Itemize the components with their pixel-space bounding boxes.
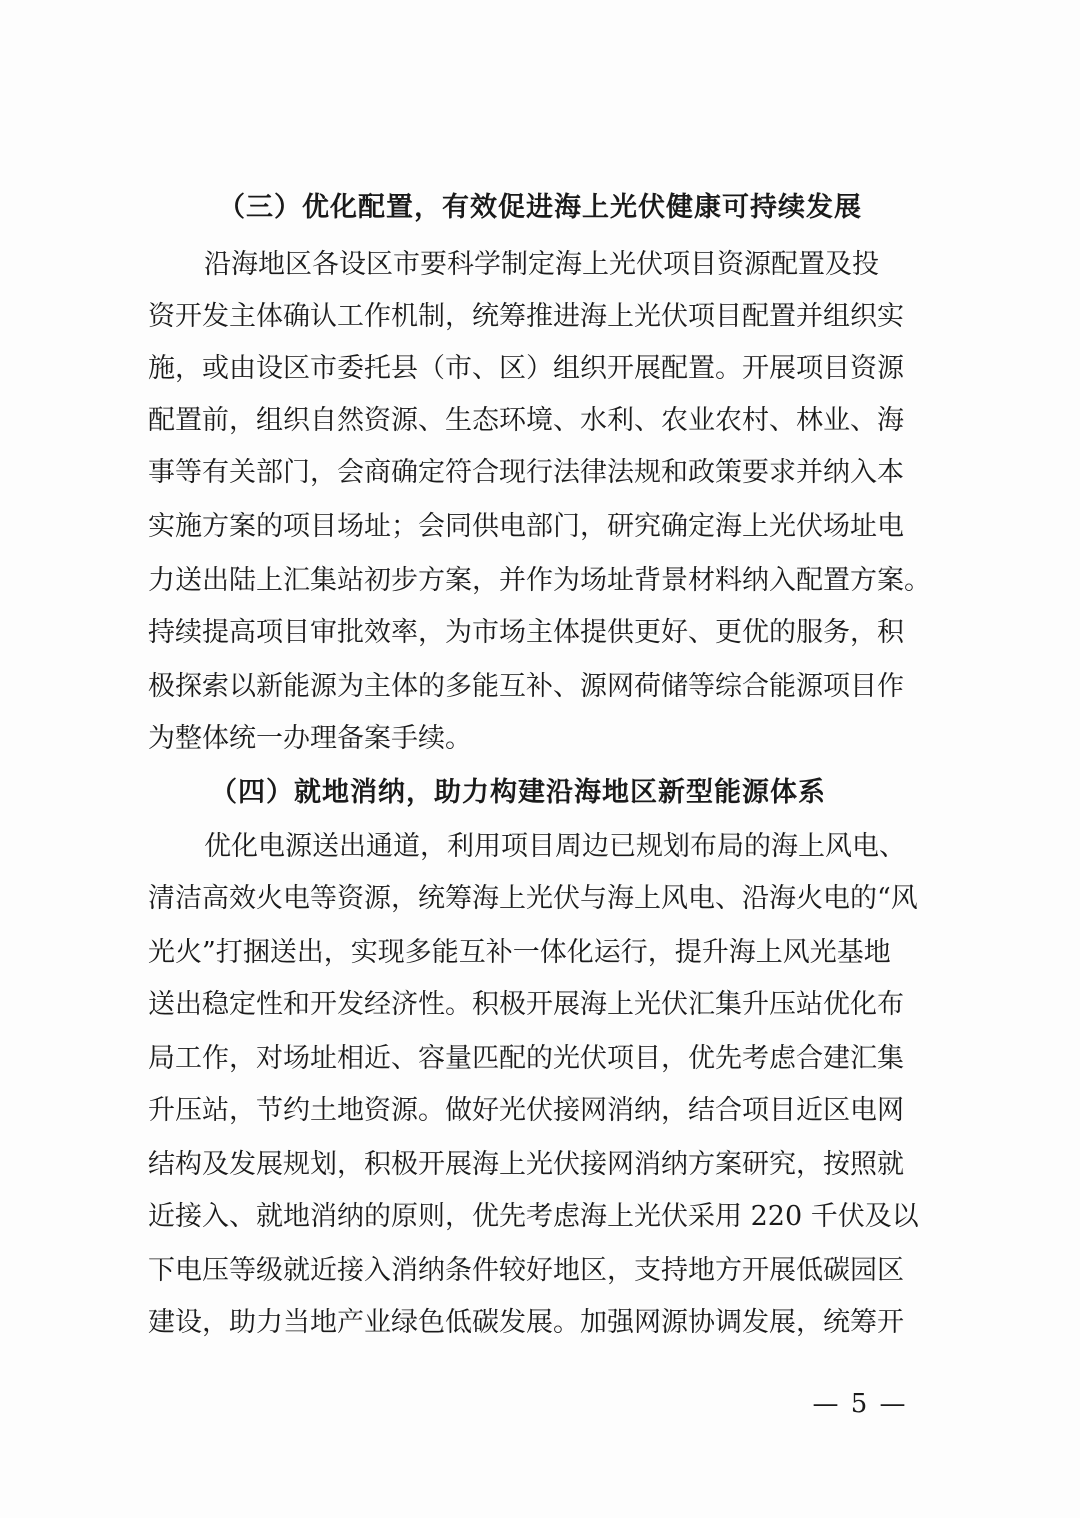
section-heading-4: （四）就地消纳，助力构建沿海地区新型能源体系 — [210, 777, 826, 808]
paragraph-line: 升压站，节约土地资源。做好光伏接网消纳，结合项目近区电网 — [148, 1095, 904, 1126]
paragraph-line: 持续提高项目审批效率，为市场主体提供更好、更优的服务，积 — [148, 617, 904, 648]
paragraph-line: 配置前，组织自然资源、生态环境、水利、农业农村、林业、海 — [148, 405, 904, 436]
paragraph-line: 光火”打捆送出，实现多能互补一体化运行，提升海上风光基地 — [148, 937, 891, 968]
paragraph-line: 施，或由设区市委托县（市、区）组织开展配置。开展项目资源 — [148, 353, 904, 384]
paragraph-line: 优化电源送出通道，利用项目周边已规划布局的海上风电、 — [204, 831, 906, 862]
paragraph-line: 力送出陆上汇集站初步方案，并作为场址背景材料纳入配置方案。 — [148, 565, 931, 596]
paragraph-line: 沿海地区各设区市要科学制定海上光伏项目资源配置及投 — [204, 249, 879, 280]
paragraph-line: 资开发主体确认工作机制，统筹推进海上光伏项目配置并组织实 — [148, 301, 904, 332]
paragraph-line: 极探索以新能源为主体的多能互补、源网荷储等综合能源项目作 — [148, 671, 904, 702]
paragraph-line: 清洁高效火电等资源，统筹海上光伏与海上风电、沿海火电的“风 — [148, 883, 918, 914]
paragraph-line: 下电压等级就近接入消纳条件较好地区，支持地方开展低碳园区 — [148, 1255, 904, 1286]
paragraph-line: 局工作，对场址相近、容量匹配的光伏项目，优先考虑合建汇集 — [148, 1043, 904, 1074]
page-number: — 5 — — [812, 1389, 908, 1419]
paragraph-line: 结构及发展规划，积极开展海上光伏接网消纳方案研究，按照就 — [148, 1149, 904, 1180]
paragraph-line: 事等有关部门，会商确定符合现行法律法规和政策要求并纳入本 — [148, 457, 904, 488]
paragraph-line: 建设，助力当地产业绿色低碳发展。加强网源协调发展，统筹开 — [148, 1307, 904, 1338]
paragraph-line: 为整体统一办理备案手续。 — [148, 723, 472, 754]
paragraph-line: 实施方案的项目场址；会同供电部门，研究确定海上光伏场址电 — [148, 511, 904, 542]
section-heading-3: （三）优化配置，有效促进海上光伏健康可持续发展 — [218, 192, 862, 223]
paragraph-line: 送出稳定性和开发经济性。积极开展海上光伏汇集升压站优化布 — [148, 989, 904, 1020]
paragraph-line: 近接入、就地消纳的原则，优先考虑海上光伏采用 220 千伏及以 — [148, 1201, 919, 1232]
